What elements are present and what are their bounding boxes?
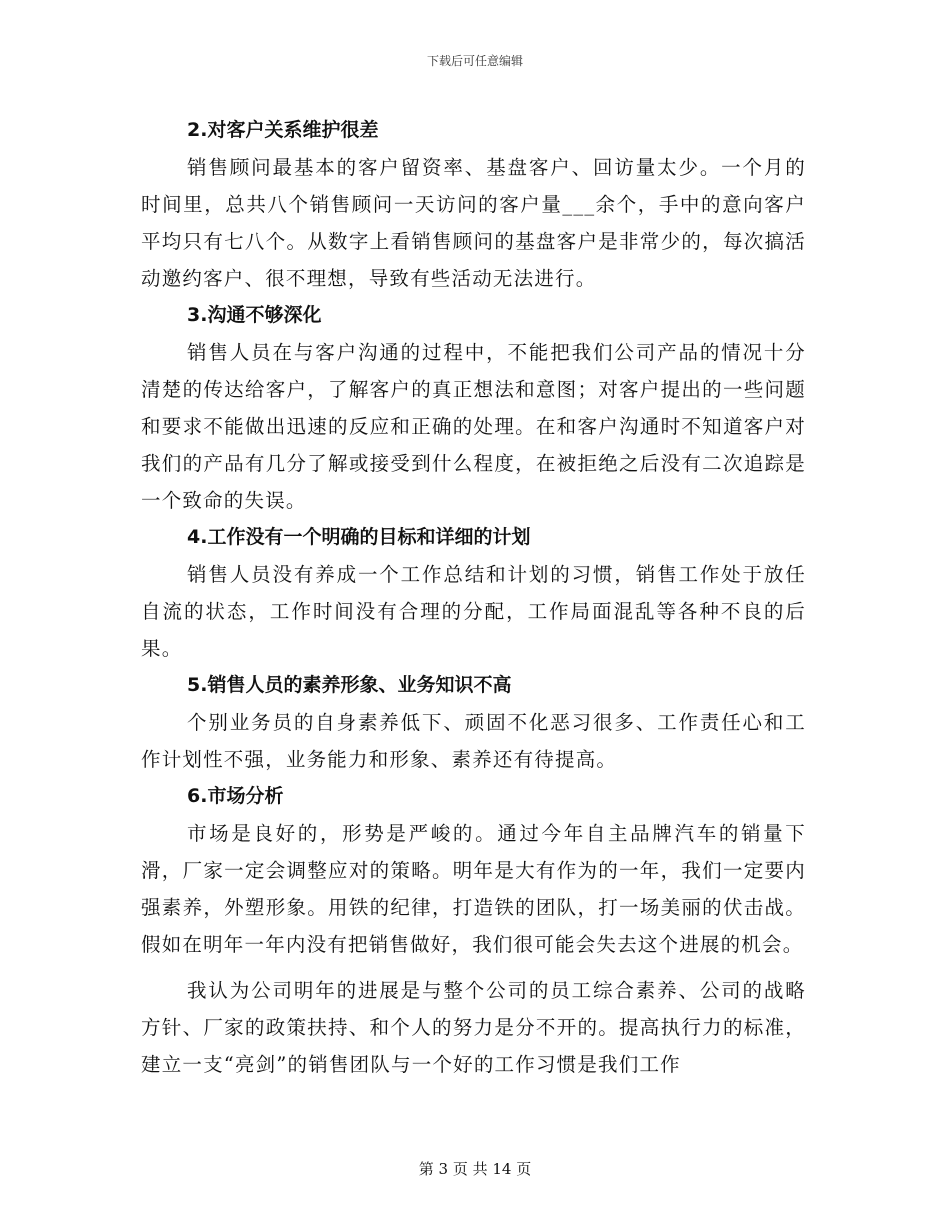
section-heading-5: 5.销售人员的素养形象、业务知识不高 [187, 674, 512, 696]
section-paragraph: 销售人员在与客户沟通的过程中，不能把我们公司产品的情况十分清楚的传达给客户，了解客户的真正想法和意图；对客户提出的一些问题和要求不能做出迅速的反应和正确的处理。在和客户沟通时不知道客户对我们的产品有几分了解或接受到什么程度，在被拒绝之后没有二次追踪是一个致命的失误。 [141, 341, 806, 512]
section-heading-4: 4.工作没有一个明确的目标和详细的计划 [187, 526, 531, 548]
section-paragraph: 市场是良好的，形势是严峻的。通过今年自主品牌汽车的销量下滑，厂家一定会调整应对的策略。明年是大有作为的一年，我们一定要内强素养，外塑形象。用铁的纪律，打造铁的团队，打一场美丽的伏击战。假如在明年一年内没有把销售做好，我们很可能会失去这个进展的机会。 [141, 822, 806, 956]
page-footer: 第 3 页 共 14 页 [418, 1160, 532, 1178]
section-heading-6: 6.市场分析 [187, 785, 284, 807]
section-paragraph: 销售人员没有养成一个工作总结和计划的习惯，销售工作处于放任自流的状态，工作时间没有合理的分配，工作局面混乱等各种不良的后果。 [141, 563, 806, 660]
section-heading-2: 2.对客户关系维护很差 [187, 119, 379, 141]
header-note: 下载后可任意编辑 [426, 54, 523, 68]
section-paragraph: 销售顾问最基本的客户留资率、基盘客户、回访量太少。一个月的时间里，总共八个销售顾问一天访问的客户量___余个，手中的意向客户平均只有七八个。从数字上看销售顾问的基盘客户是非常少的，每次搞活动邀约客户、很不理想，导致有些活动无法进行。 [141, 156, 806, 290]
section-paragraph: 我认为公司明年的进展是与整个公司的员工综合素养、公司的战略方针、厂家的政策扶持、和个人的努力是分不开的。提高执行力的标准，建立一支“亮剑”的销售团队与一个好的工作习惯是我们工作 [141, 979, 806, 1076]
document-body [141, 112, 806, 1083]
section-heading-3: 3.沟通不够深化 [187, 304, 322, 326]
section-paragraph: 个别业务员的自身素养低下、顽固不化恶习很多、工作责任心和工作计划性不强，业务能力和形象、素养还有待提高。 [141, 711, 806, 771]
